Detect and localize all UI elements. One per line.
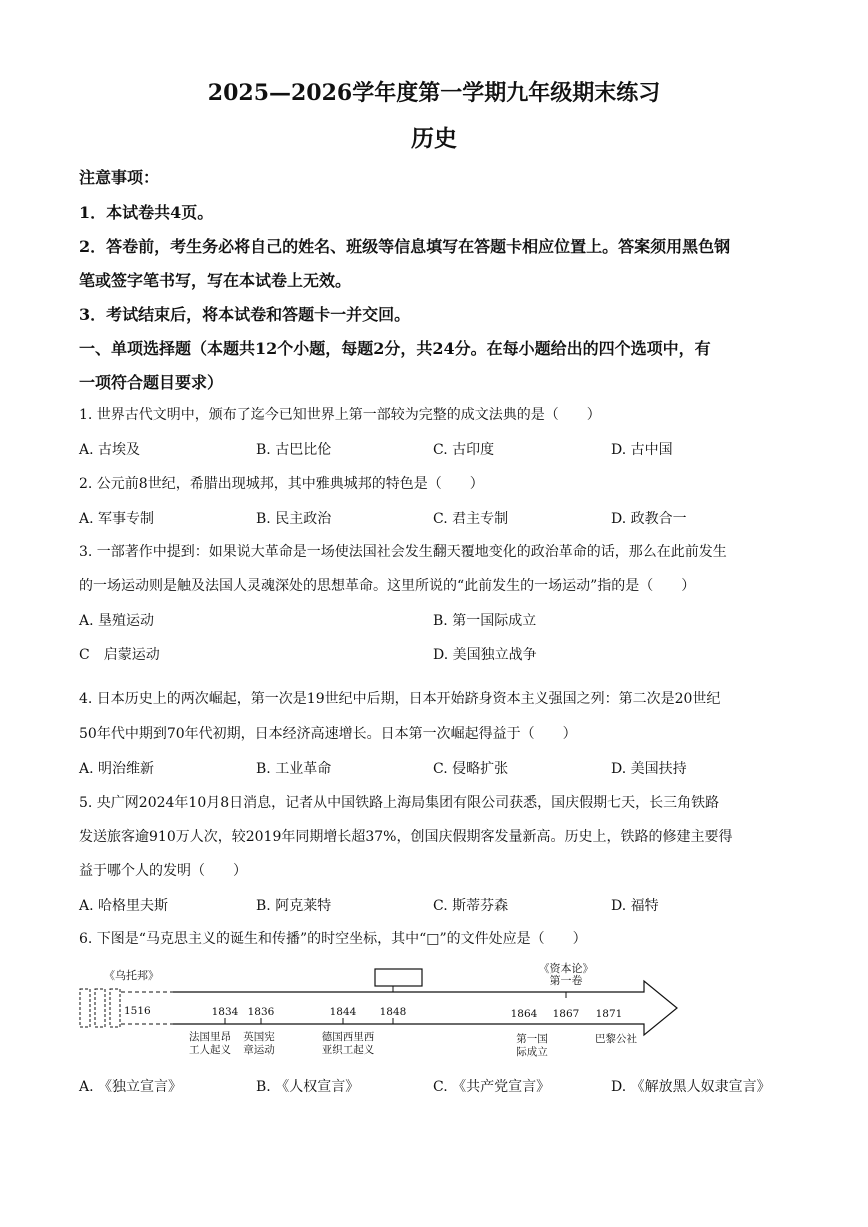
event-label: 法国里昂 <box>189 1031 231 1043</box>
timeline-figure <box>79 962 684 1062</box>
event-label: 巴黎公社 <box>595 1033 637 1045</box>
year-label: 1836 <box>247 1006 275 1018</box>
year-label: 1871 <box>595 1008 623 1020</box>
q6-option-c[interactable]: C. 《共产党宣言》 <box>433 1079 551 1095</box>
q5-option-b[interactable]: B. 阿克莱特 <box>256 898 332 914</box>
q1-option-d[interactable]: D. 古中国 <box>611 442 673 458</box>
timeline-break <box>110 989 120 1027</box>
q2-option-d[interactable]: D. 政教合一 <box>611 511 687 527</box>
question-1: 1. 世界古代文明中，颁布了迄今已知世界上第一部较为完整的成文法典的是（ ） <box>79 407 601 423</box>
q1-option-a[interactable]: A. 古埃及 <box>79 442 141 458</box>
q2-option-c[interactable]: C. 君主专制 <box>433 511 509 527</box>
question-3: 的一场运动则是触及法国人灵魂深处的思想革命。这里所说的“此前发生的一场运动”指的是（ ） <box>79 578 696 594</box>
timeline-break <box>80 989 90 1027</box>
exam-title: 2025—2026学年度第一学期九年级期末练习 <box>207 80 661 106</box>
q2-option-a[interactable]: A. 军事专制 <box>79 511 155 527</box>
question-5: 5. 央广网2024年10月8日消息，记者从中国铁路上海局集团有限公司获悉，国庆假期七天，长三角铁路 <box>79 795 720 811</box>
question-5: 发送旅客逾910万人次，较2019年同期增长超37%，创国庆假期客发量新高。历史上，铁路的修建主要得 <box>79 829 733 845</box>
event-label: 英国宪 <box>243 1031 275 1043</box>
question-3: 3. 一部著作中提到：如果说大革命是一场使法国社会发生翻天覆地变化的政治革命的话，那么在此前发生 <box>79 544 727 560</box>
section-heading: 一项符合题目要求） <box>79 373 224 392</box>
question-4: 50年代中期到70年代初期，日本经济高速增长。日本第一次崛起得益于（ ） <box>79 726 577 742</box>
q1-option-c[interactable]: C. 古印度 <box>433 442 495 458</box>
section-heading: 一、单项选择题（本题共12个小题，每题2分，共24分。在每小题给出的四个选项中，有 <box>79 339 711 358</box>
exam-subject: 历史 <box>411 125 457 152</box>
event-label: 亚织工起义 <box>321 1044 375 1056</box>
year-label: 1516 <box>124 1005 151 1017</box>
q6-option-d[interactable]: D. 《解放黑人奴隶宣言》 <box>611 1079 771 1095</box>
timeline-svg <box>79 962 684 1062</box>
year-label: 1864 <box>510 1008 538 1020</box>
question-5: 益于哪个人的发明（ ） <box>79 863 247 879</box>
question-4: 4. 日本历史上的两次崛起，第一次是19世纪中后期，日本开始跻身资本主义强国之列：第二次是20世纪 <box>79 691 721 707</box>
event-label: 德国西里西 <box>321 1031 375 1043</box>
q4-option-b[interactable]: B. 工业革命 <box>256 761 332 777</box>
timeline-break <box>95 989 105 1027</box>
q4-option-d[interactable]: D. 美国扶持 <box>611 761 687 777</box>
note-item: 2．答卷前，考生务必将自己的姓名、班级等信息填写在答题卡相应位置上。答案须用黑色钢 <box>79 237 731 256</box>
q3-option-b[interactable]: B. 第一国际成立 <box>433 613 537 629</box>
q6-option-a[interactable]: A. 《独立宣言》 <box>79 1079 183 1095</box>
event-label: 第一国 <box>516 1033 548 1045</box>
note-item: 1．本试卷共4页。 <box>79 203 214 222</box>
capital-label: 第一卷 <box>549 974 583 987</box>
year-label: 1844 <box>329 1006 357 1018</box>
question-6: 6. 下图是“马克思主义的诞生和传播”的时空坐标，其中“□”的文件处应是（ ） <box>79 931 587 947</box>
q4-option-a[interactable]: A. 明治维新 <box>79 761 155 777</box>
q5-option-c[interactable]: C. 斯蒂芬森 <box>433 898 509 914</box>
q3-option-c[interactable]: C 启蒙运动 <box>79 647 160 663</box>
year-label: 1848 <box>379 1006 407 1018</box>
blank-answer-box <box>375 969 422 986</box>
q5-option-a[interactable]: A. 哈格里夫斯 <box>79 898 169 914</box>
notes-heading: 注意事项： <box>79 168 160 187</box>
q3-option-d[interactable]: D. 美国独立战争 <box>433 647 537 663</box>
event-label: 章运动 <box>243 1044 275 1056</box>
event-label: 际成立 <box>516 1046 548 1058</box>
q6-option-b[interactable]: B. 《人权宣言》 <box>256 1079 360 1095</box>
capital-label: 《资本论》 <box>538 962 594 975</box>
year-label: 1834 <box>211 1006 239 1018</box>
note-item: 3．考试结束后，将本试卷和答题卡一并交回。 <box>79 305 411 324</box>
q1-option-b[interactable]: B. 古巴比伦 <box>256 442 332 458</box>
note-item: 笔或签字笔书写，写在本试卷上无效。 <box>79 271 352 290</box>
year-label: 1867 <box>552 1008 580 1020</box>
utopia-label: 《乌托邦》 <box>104 969 159 982</box>
q4-option-c[interactable]: C. 侵略扩张 <box>433 761 509 777</box>
event-label: 工人起义 <box>189 1044 231 1056</box>
q5-option-d[interactable]: D. 福特 <box>611 898 659 914</box>
question-2: 2. 公元前8世纪，希腊出现城邦，其中雅典城邦的特色是（ ） <box>79 476 484 492</box>
q2-option-b[interactable]: B. 民主政治 <box>256 511 332 527</box>
q3-option-a[interactable]: A. 垦殖运动 <box>79 613 155 629</box>
